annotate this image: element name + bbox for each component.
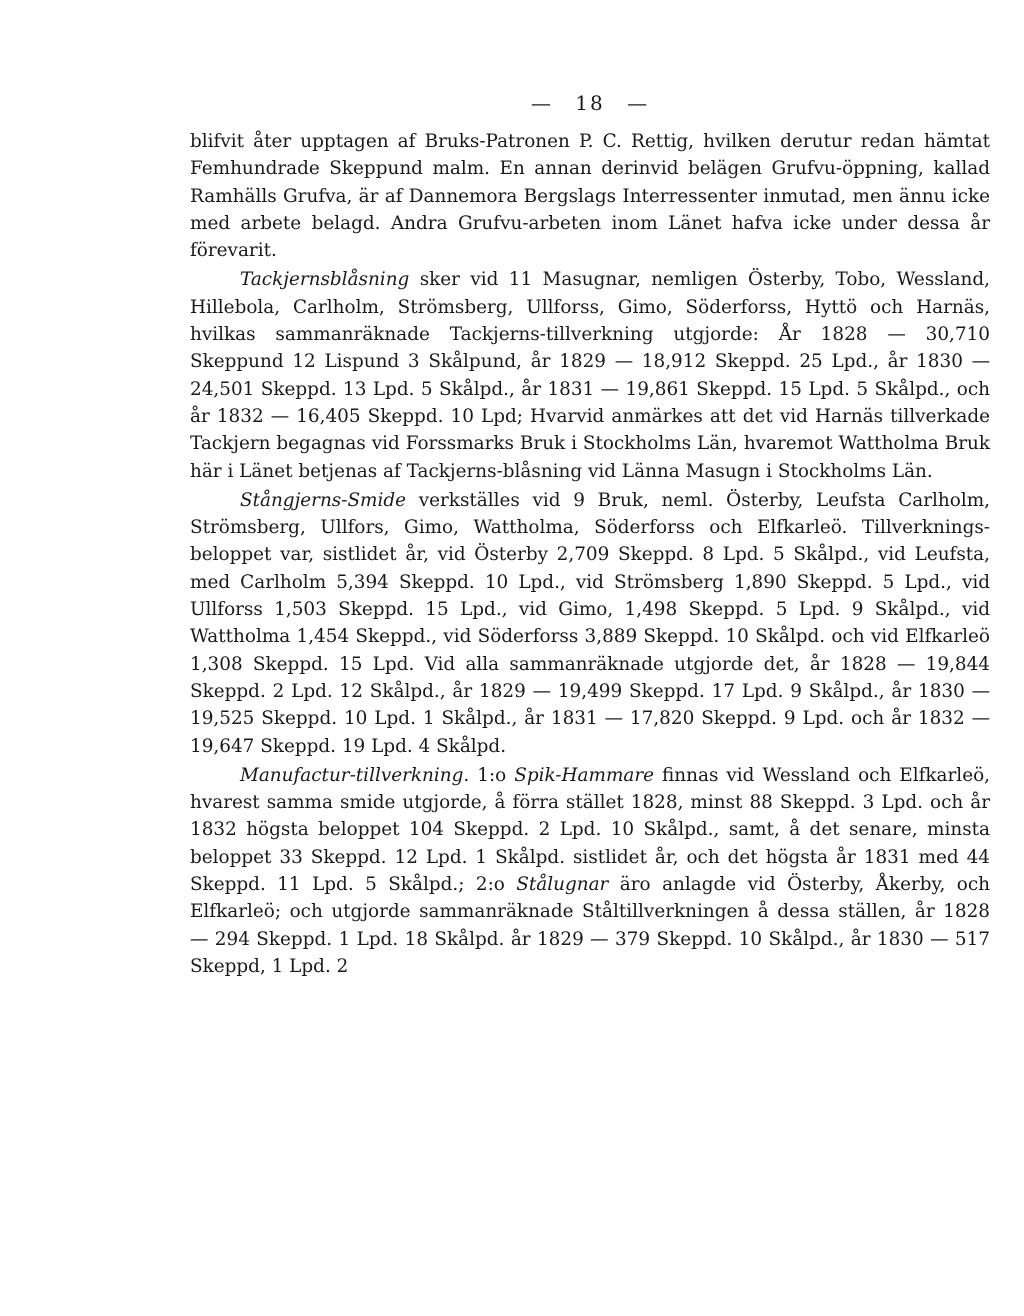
- text-run: blifvit åter upptagen af Bruks-Patronen P. C. Rettig, hvilken derutur redan hämtat Femhundrade Skeppund malm. En annan derinvid belägen Grufvu-öppning, kallad Ramhälls Grufva, är af Dannemora Bergslags Interressenter inmutad, men ännu icke med arbete belagd. Andra Grufvu-arbeten inom Länet hafva icke under dessa år förevarit.: [190, 131, 990, 262]
- header-dash-left: —: [530, 91, 553, 115]
- subsection-heading: Spik-Hammare: [514, 764, 655, 786]
- paragraph-tackjernsblasning: [190, 266, 990, 484]
- paragraph-grufvor: [190, 128, 990, 264]
- paragraph-manufactur-tillverkning: [190, 762, 990, 980]
- text-run: äro anlagde vid Österby, Åkerby, och Elfkarleö; och utgjorde sammanräknade Ståltillverkningen å dessa ställen, år 1828 — 294 Skeppd. 1 Lpd. 18 Skålpd. år 1829 — 379 Skeppd. 10 Skålpd., år 1830 — 517 Skeppd, 1 Lpd. 2: [190, 874, 990, 977]
- section-heading: Manufactur-tillverkning: [240, 764, 464, 786]
- text-run: . 1:o: [463, 764, 515, 786]
- page-number: 18: [575, 91, 605, 115]
- text-run: verkställes vid 9 Bruk, neml. Österby, Leufsta Carlholm, Strömsberg, Ullfors, Gimo, Wattholma, Söderforss och Elfkarleö. Tillverknings-beloppet var, sistlidet år, vid Österby 2,709 Skeppd. 8 Lpd. 5 Skålpd., vid Leufsta, med Carlholm 5,394 Skeppd. 10 Lpd., vid Strömsberg 1,890 Skeppd. 5 Lpd., vid Ullforss 1,503 Skeppd. 15 Lpd., vid Gimo, 1,498 Skeppd. 5 Lpd. 9 Skålpd., vid Wattholma 1,454 Skeppd., vid Söderforss 3,889 Skeppd. 10 Skålpd. och vid Elfkarleö 1,308 Skeppd. 15 Lpd. Vid alla sammanräknade utgjorde det, år 1828 — 19,844 Skeppd. 2 Lpd. 12 Skålpd., år 1829 — 19,499 Skeppd. 17 Lpd. 9 Skålpd., år 1830 — 19,525 Skeppd. 10 Lpd. 1 Skålpd., år 1831 — 17,820 Skeppd. 9 Lpd. och år 1832 — 19,647 Skeppd. 19 Lpd. 4 Skålpd.: [190, 489, 990, 757]
- subsection-heading: Stålugnar: [516, 874, 609, 896]
- paragraph-stangjerns-smide: [190, 487, 990, 760]
- section-heading: Tackjernsblåsning: [240, 269, 410, 291]
- book-page: [190, 88, 990, 980]
- text-run: sker vid 11 Masugnar, nemligen Österby, Tobo, Wessland, Hillebola, Carlholm, Strömsberg, Ullforss, Gimo, Söderforss, Hyttö och Harnäs, hvilkas sammanräknade Tackjerns-tillverkning utgjorde: År 1828 — 30,710 Skeppund 12 Lispund 3 Skålpund, år 1829 — 18,912 Skeppd. 25 Lpd., år 1830 — 24,501 Skeppd. 13 Lpd. 5 Skålpd., år 1831 — 19,861 Skeppd. 15 Lpd. 5 Skålpd., och år 1832 — 16,405 Skeppd. 10 Lpd; Hvarvid anmärkes att det vid Harnäs tillverkade Tackjern begagnas vid Forssmarks Bruk i Stockholms Län, hvaremot Wattholma Bruk här i Länet betjenas af Tackjerns-blåsning vid Länna Masugn i Stockholms Län.: [190, 269, 990, 482]
- section-heading: Stångjerns-Smide: [240, 489, 407, 511]
- text-run: finnas vid Wessland och Elfkarleö, hvarest samma smide utgjorde, å förra stället 1828, minst 88 Skeppd. 3 Lpd. och år 1832 högsta beloppet 104 Skeppd. 2 Lpd. 10 Skålpd., samt, å det senare, minsta beloppet 33 Skeppd. 12 Lpd. 1 Skålpd. sistlidet år, och det högsta år 1831 med 44 Skeppd. 11 Lpd. 5 Skålpd.; 2:o: [190, 764, 990, 896]
- header-dash-right: —: [627, 91, 650, 115]
- page-header: [190, 88, 990, 118]
